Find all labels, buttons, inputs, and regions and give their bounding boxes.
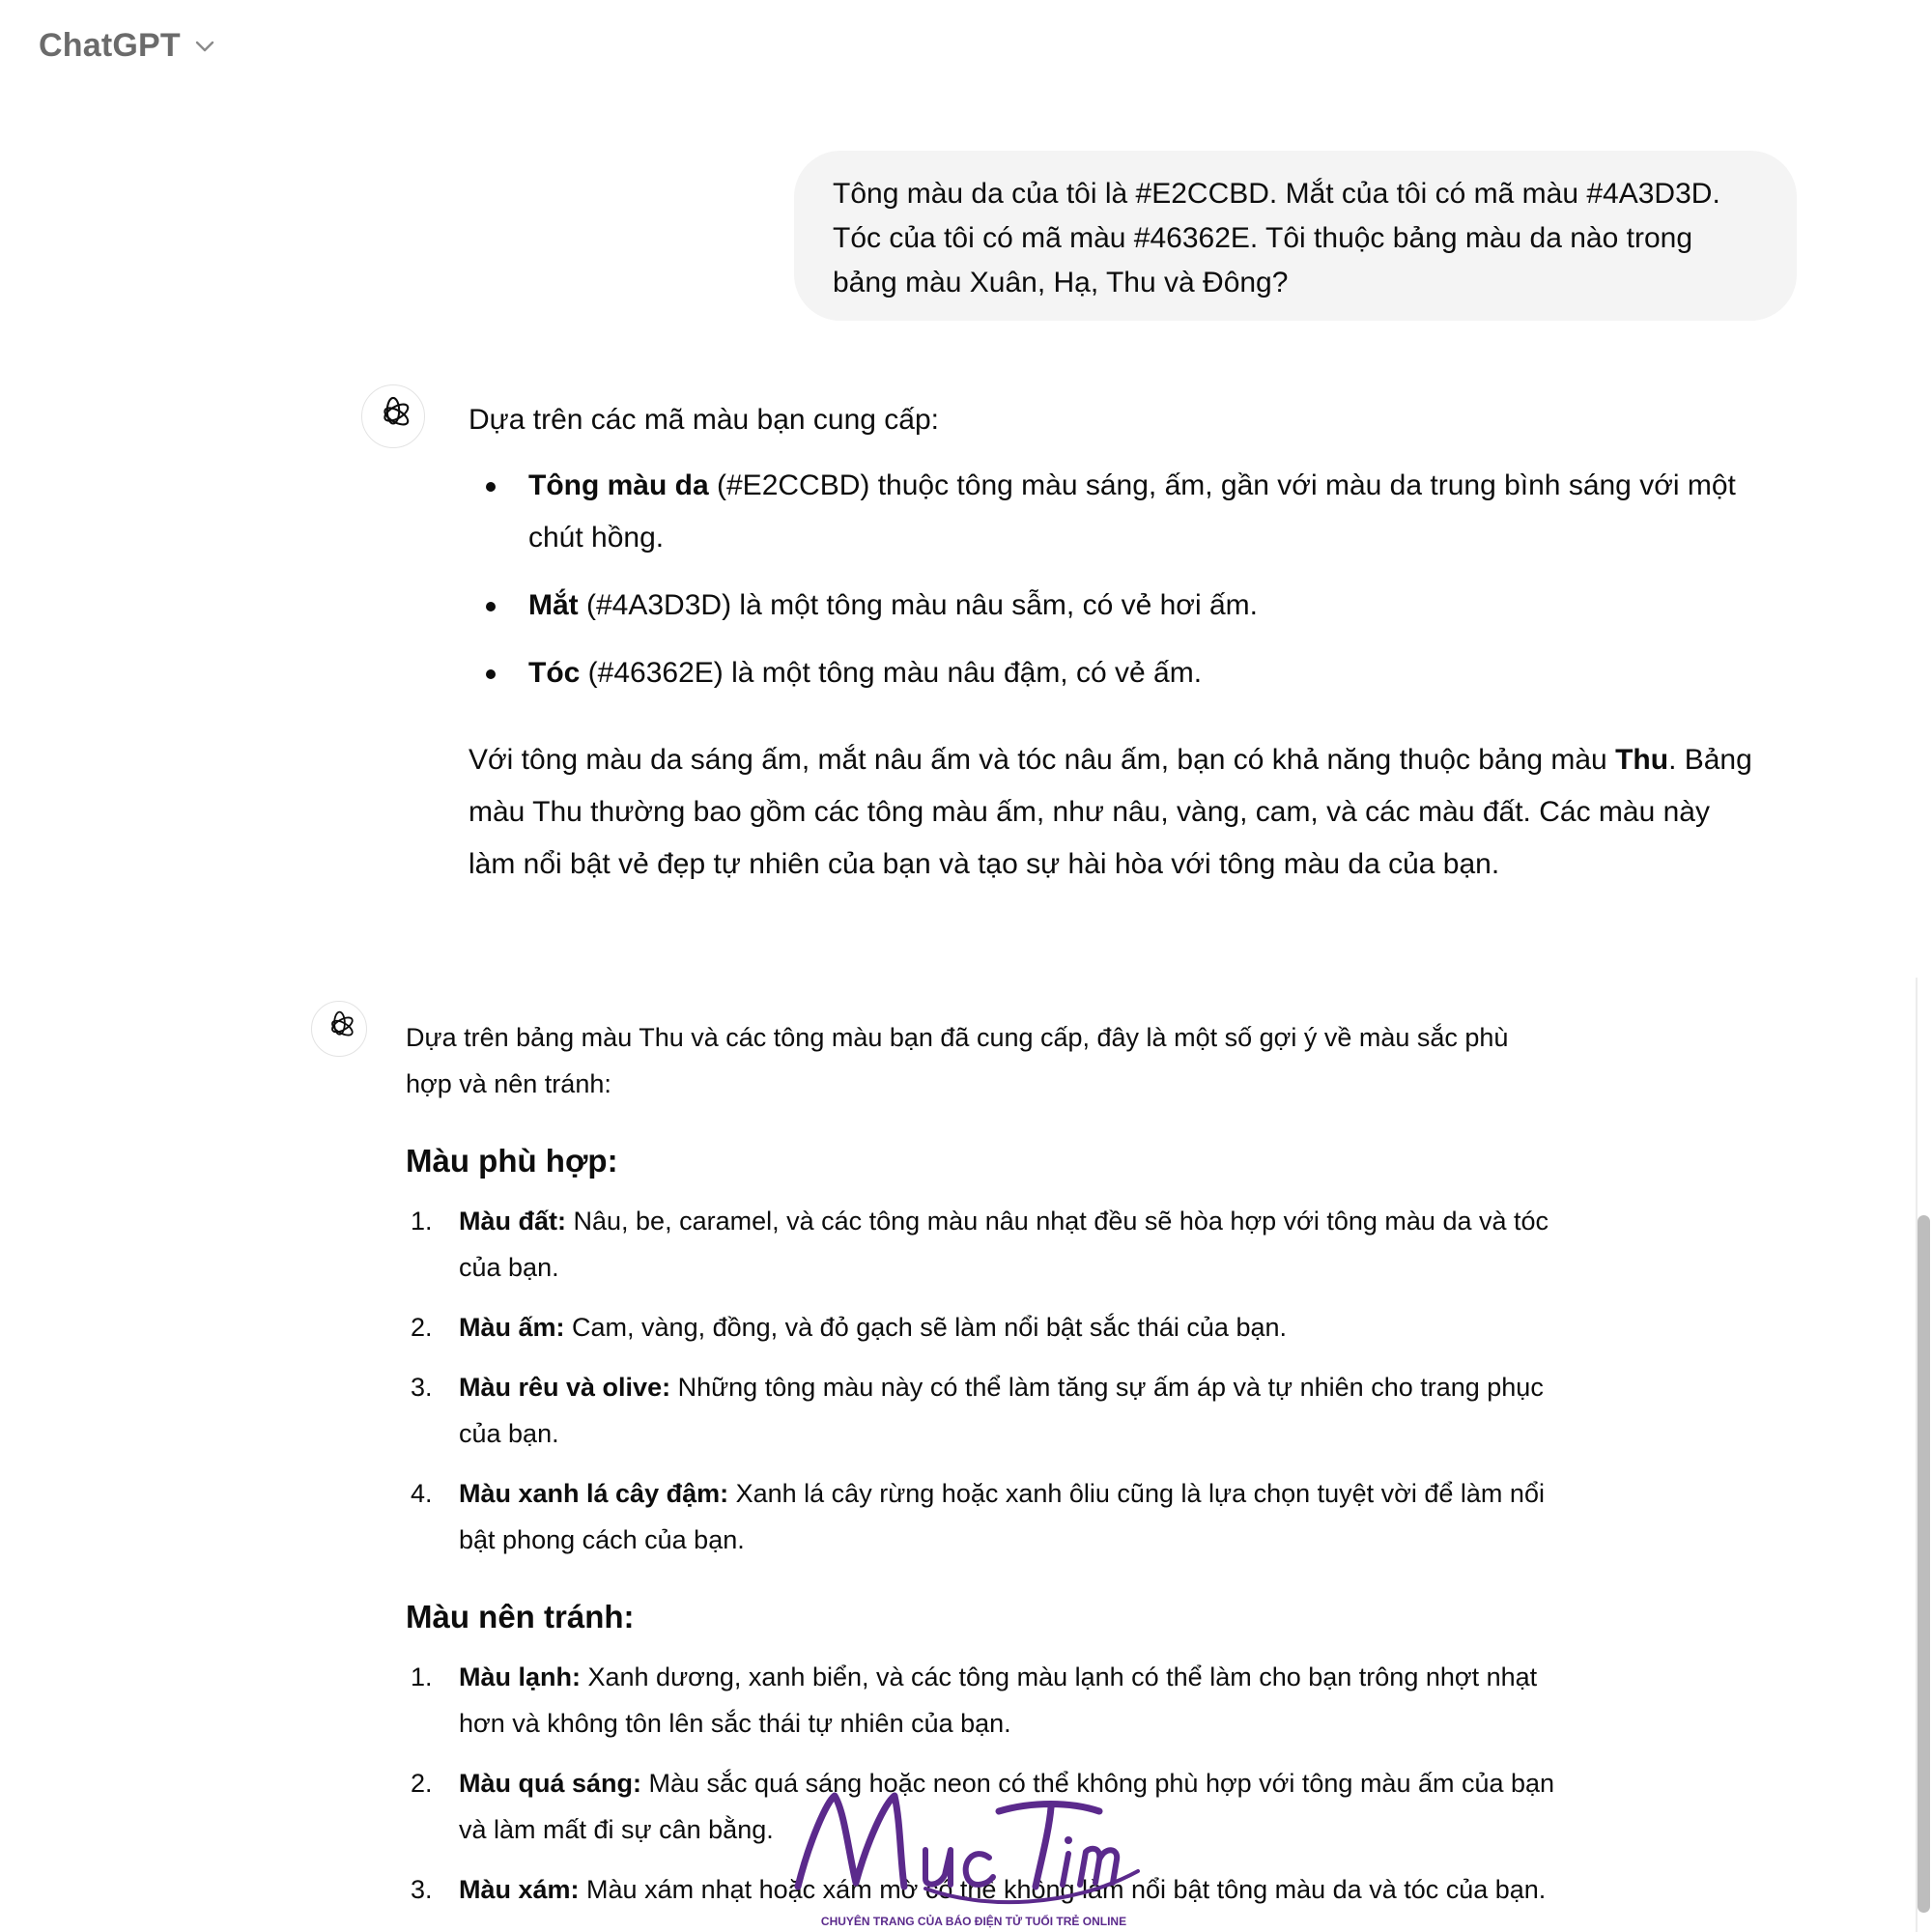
item-text: (#4A3D3D) là một tông màu nâu sẫm, có vẻ hơi ấm. — [578, 589, 1258, 621]
item-number: 3. — [411, 1373, 433, 1402]
user-message-line: bảng màu Xuân, Hạ, Thu và Đông? — [833, 267, 1289, 298]
item-text: Nâu, be, caramel, và các tông màu nâu nhạt đều sẽ hòa hợp với tông màu da và tóc — [566, 1207, 1549, 1236]
list-item — [406, 1470, 1584, 1563]
assistant-avatar — [361, 384, 425, 448]
item-label: Màu lạnh: — [459, 1662, 581, 1691]
item-label: Màu ấm: — [459, 1313, 565, 1342]
item-number: 1. — [411, 1207, 433, 1236]
item-label: Mắt — [528, 589, 579, 621]
color-analysis-list — [469, 460, 1802, 699]
list-item — [469, 460, 1802, 564]
item-text: Màu sắc quá sáng hoặc neon có thể không phù hợp với tông màu ấm của bạn — [641, 1769, 1555, 1798]
item-label: Màu quá sáng: — [459, 1769, 642, 1798]
summary-text: . Bảng — [1668, 744, 1752, 776]
item-number: 2. — [411, 1313, 433, 1342]
user-message-line: Tóc của tôi có mã màu #46362E. Tôi thuộc bảng màu da nào trong — [833, 222, 1693, 254]
item-label: Tóc — [528, 657, 581, 689]
item-number: 1. — [411, 1662, 433, 1691]
list-item — [406, 1304, 1584, 1350]
suitable-colors-list — [406, 1198, 1584, 1563]
scrollbar-thumb[interactable] — [1918, 1215, 1930, 1913]
summary-text: màu Thu thường bao gồm các tông màu ấm, như nâu, vàng, cam, và các màu đất. Các màu này — [469, 796, 1710, 828]
user-message-line: Tông màu da của tôi là #E2CCBD. Mắt của tôi có mã màu #4A3D3D. — [833, 178, 1720, 210]
app-title: ChatGPT — [39, 27, 181, 64]
item-text: Cam, vàng, đồng, và đỏ gạch sẽ làm nổi bật sắc thái của bạn. — [564, 1313, 1287, 1342]
svg-text:CHUYÊN TRANG CỦA BÁO ĐIỆN TỬ T: CHUYÊN TRANG CỦA BÁO ĐIỆN TỬ TUỔI TRẺ ONLINE — [820, 1915, 1127, 1928]
section-heading-suitable: Màu phù hợp: — [406, 1143, 618, 1179]
user-message-bubble — [794, 151, 1797, 321]
bullet-dot — [486, 602, 496, 611]
item-text: Những tông màu này có thể làm tăng sự ấm áp và tự nhiên cho trang phục — [670, 1373, 1544, 1402]
item-label: Màu đất: — [459, 1207, 566, 1236]
muc-tim-watermark-logo — [781, 1782, 1167, 1932]
item-text: Xanh lá cây rừng hoặc xanh ôliu cũng là lựa chọn tuyệt vời để làm nổi — [728, 1479, 1545, 1508]
item-text: bật phong cách của bạn. — [459, 1525, 745, 1554]
bullet-dot — [486, 669, 496, 679]
openai-logo-icon — [375, 396, 412, 438]
assistant-lead-text: Dựa trên các mã màu bạn cung cấp: — [469, 404, 940, 436]
item-number: 2. — [411, 1769, 433, 1798]
openai-logo-icon — [324, 1010, 355, 1047]
item-text: và làm mất đi sự cân bằng. — [459, 1815, 774, 1844]
assistant-avatar — [311, 1001, 367, 1057]
item-label: Màu xám: — [459, 1875, 580, 1904]
chevron-down-icon — [194, 40, 215, 53]
list-item — [406, 1198, 1584, 1291]
item-text: (#46362E) là một tông màu nâu đậm, có vẻ ấm. — [580, 657, 1203, 689]
list-item — [469, 580, 1802, 632]
item-text: Màu xám nhạt hoặc xám mờ có thể không làm nổi bật tông màu da và tóc của bạn. — [579, 1875, 1547, 1904]
item-text: (#E2CCBD) thuộc tông màu sáng, ấm, gần với màu da trung bình sáng với một — [708, 469, 1736, 501]
bullet-dot — [486, 482, 496, 492]
item-text: Xanh dương, xanh biển, và các tông màu lạnh có thể làm cho bạn trông nhợt nhạt — [581, 1662, 1538, 1691]
assistant-message-1 — [469, 394, 1802, 891]
item-number: 3. — [411, 1875, 433, 1904]
user-message-text — [833, 172, 1758, 305]
section-heading-avoid: Màu nên tránh: — [406, 1599, 635, 1634]
item-number: 4. — [411, 1479, 433, 1508]
summary-text: Với tông màu da sáng ấm, mắt nâu ấm và tóc nâu ấm, bạn có khả năng thuộc bảng màu — [469, 744, 1616, 776]
assistant-lead-text: Dựa trên bảng màu Thu và các tông màu bạn đã cung cấp, đây là một số gợi ý về màu sắc phù hợp và nên tránh: — [406, 1023, 1509, 1098]
item-label: Tông màu da — [528, 469, 709, 501]
list-item — [406, 1364, 1584, 1457]
season-highlight: Thu — [1615, 744, 1669, 776]
assistant-summary — [469, 734, 1802, 891]
list-item — [469, 647, 1802, 699]
summary-text: làm nổi bật vẻ đẹp tự nhiên của bạn và tạo sự hài hòa với tông màu da của bạn. — [469, 848, 1500, 880]
item-label: Màu xanh lá cây đậm: — [459, 1479, 729, 1508]
item-text: chút hồng. — [528, 522, 665, 554]
item-text: của bạn. — [459, 1253, 559, 1282]
item-text: hơn và không tôn lên sắc thái tự nhiên của bạn. — [459, 1709, 1011, 1738]
model-selector[interactable] — [39, 27, 215, 65]
item-label: Màu rêu và olive: — [459, 1373, 671, 1402]
list-item — [406, 1654, 1584, 1747]
item-text: của bạn. — [459, 1419, 559, 1448]
